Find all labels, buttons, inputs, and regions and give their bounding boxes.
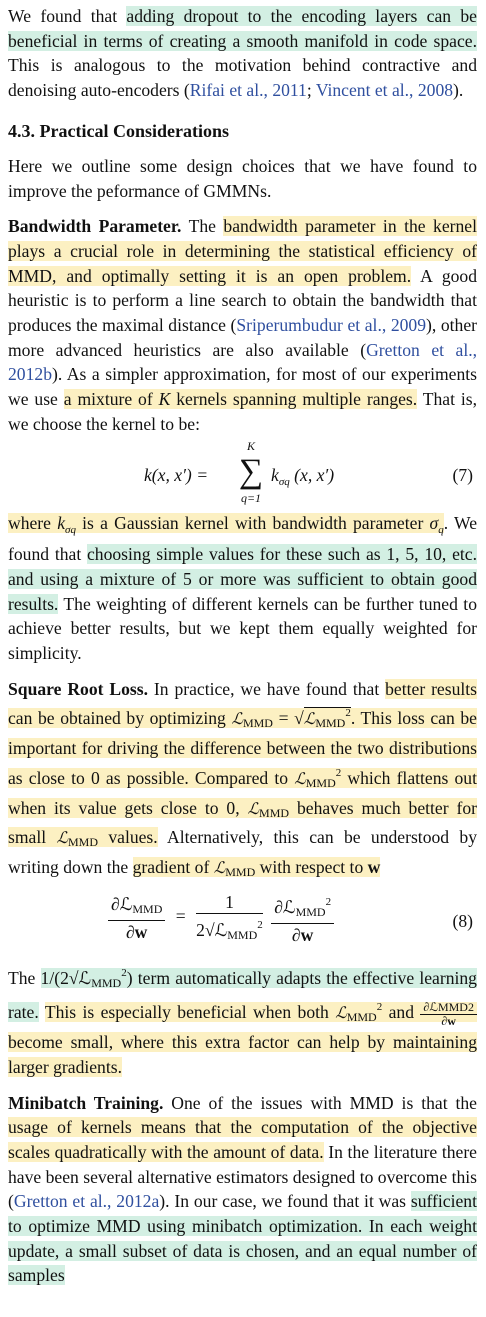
paragraph-dropout: We found that adding dropout to the encoding layers can be beneficial in terms of creating a smooth manifold in code space. This is analogous to the motivation behind contractive and denoising auto-encoders (Rifai et al., 2011; Vincent et al., 2008). <box>8 6 477 101</box>
eq8-number: (8) <box>452 910 473 931</box>
citation-gretton-2012a[interactable]: Gretton et al., 2012a <box>13 1191 160 1212</box>
eq7-lhs: k(x, x′) = <box>144 464 209 485</box>
paragraph-learning-rate: The 1/(2√ℒ$_{MMD}^2$) term automatically adapts the effective learning rate. This is especially beneficial when both ℒ$_{MMD}^2$ and $\frac{\text{∂ℒMMD2}}{\partial w}$ become small, where this extra factor can help by maintaining larger gradients. <box>8 966 477 1077</box>
eq8-body: $\frac{\partial ℒ_{MMD}}{\partial w}$ = $\frac{1}{2√ℒ_{MMD}^2}$ $\frac{\partial ℒ_{MMD}^2}{\partial w}$ <box>108 891 334 946</box>
highlight-gradient: gradient of ℒ$_{MMD}$ with respect to w <box>132 856 381 879</box>
citation-vincent[interactable]: Vincent et al., 2008 <box>315 80 454 101</box>
citation-gretton-2012b[interactable]: Gretton et al., 2012b <box>8 339 478 385</box>
paragraph-sqrt-loss: Square Root Loss. In practice, we have found that better results can be obtained by optimizing ℒ$_{MMD}$ = √ℒ$_{MMD}^2$. This loss can be important for driving the difference between the two distributions as close to 0 as possible. Compared to ℒ$_{MMD}^2$ which flattens out when its value gets close to 0, ℒ$_{MMD}$ behaves much better for small ℒ$_{MMD}$ values. Alternatively, this can be understood by writing down the gradient of ℒ$_{MMD}$ with respect to w <box>8 678 478 879</box>
highlight-bandwidth: bandwidth parameter in the kernel plays a crucial role in determining the statistical efficiency of MMD, and optimally setting it is an open problem. <box>8 216 477 286</box>
eq7-sum-bottom: q=1 <box>240 490 262 505</box>
minibatch-heading: Minibatch Training. <box>8 1092 164 1113</box>
paragraph-intro: Here we outline some design choices that we have found to improve the peformance of GMMNs. <box>8 155 477 201</box>
eq7-number: (7) <box>452 464 473 485</box>
equation-7 <box>8 437 477 511</box>
paragraph-minibatch: Minibatch Training. One of the issues with MMD is that the usage of kernels means that the computation of the objective scales quadratically with the amount of data. In the literature there have been several alternative estimators designed to overcome this (Gretton et al., 2012a). In our case, we found that it was sufficient to optimize MMD using minibatch optimization. In each weight update, a small subset of data is chosen, and an equal number of samples <box>8 1092 477 1286</box>
highlight-mixture: a mixture of K kernels spanning multiple ranges. <box>63 389 418 410</box>
highlight-simple-values: choosing simple values for these such as 1, 5, 10, etc. and using a mixture of 5 or more was sufficient to obtain good results. <box>8 544 477 614</box>
section-heading: 4.3. Practical Considerations <box>8 120 229 141</box>
paragraph-kernel-choice: where $k_{\sigma q}$ is a Gaussian kernel with bandwidth parameter $\sigma_q$. We found that choosing simple values for these such as 1, 5, 10, etc. and using a mixture of 5 or more was sufficient to obtain good results. The weighting of different kernels can be further tuned to achieve better results, but we kept them equally weighted for simplicity. <box>8 512 477 664</box>
highlight-gaussian: where $k_{\sigma q}$ is a Gaussian kernel with bandwidth parameter $\sigma_q$ <box>8 512 444 536</box>
paragraph-bandwidth: Bandwidth Parameter. The bandwidth parameter in the kernel plays a crucial role in determining the statistical efficiency of MMD, and optimally setting it is an open problem. A good heuristic is to perform a line search to obtain the bandwidth that produces the maximal distance (Sriperumbudur et al., 2009), other more advanced heuristics are also available (Gretton et al., 2012b). As a simpler approximation, for most of our experiments we use a mixture of K kernels spanning multiple ranges. That is, we choose the kernel to be: <box>8 216 478 434</box>
highlight-dropout: adding dropout to the encoding layers can be beneficial in terms of creating a smooth manifold in code space. <box>8 6 477 51</box>
citation-sriperumbudur[interactable]: Sriperumbudur et al., 2009 <box>236 315 427 336</box>
eq7-sum-top: K <box>246 438 255 453</box>
eq7-rhs: $k_{\sigma q}$ (x, x′) <box>271 464 335 488</box>
highlight-minibatch: sufficient to optimize MMD using minibatch optimization. In each weight update, a small subset of data is chosen, and an equal number of samples <box>8 1191 477 1286</box>
highlight-learning-rate: 1/(2√ℒ$_{MMD}^2$) term automatically adapts the effective learning rate. <box>8 966 477 1023</box>
citation-rifai[interactable]: Rifai et al., 2011 <box>189 80 307 101</box>
highlight-beneficial: This is especially beneficial when both ℒ$_{MMD}^2$ and $\frac{\text{∂ℒMMD2}}{\partial w}$ become small, where this extra factor can help by maintaining larger gradients. <box>8 999 477 1077</box>
highlight-sqrt-loss: better results can be obtained by optimizing ℒ$_{MMD}$ = √ℒ$_{MMD}^2$. This loss can be important for driving the difference between the two distributions as close to 0 as possible. Compared to ℒ$_{MMD}^2$ which flattens out when its value gets close to 0, ℒ$_{MMD}$ behaves much better for small ℒ$_{MMD}$ values. <box>8 678 477 850</box>
eq7-sum-symbol: ∑ <box>238 452 264 490</box>
bandwidth-heading: Bandwidth Parameter. <box>8 216 182 237</box>
sqrt-heading: Square Root Loss. <box>8 678 149 699</box>
equation-8 <box>8 885 477 961</box>
highlight-quadratic: usage of kernels means that the computation of the objective scales quadratically with the amount of data. <box>8 1117 477 1162</box>
